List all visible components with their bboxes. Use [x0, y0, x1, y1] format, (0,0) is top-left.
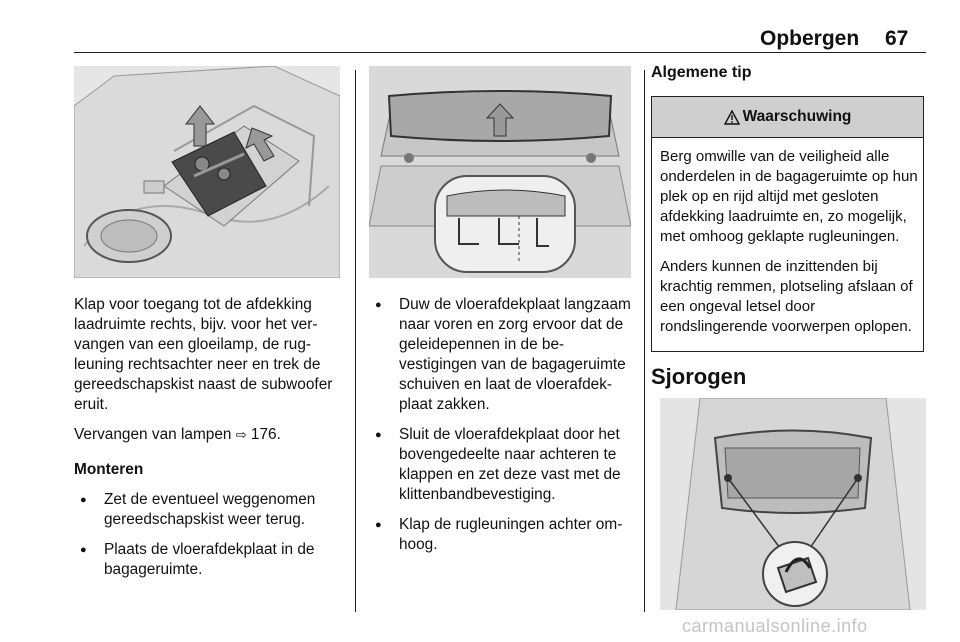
watermark: carmanualsonline.info: [682, 616, 868, 636]
tip-heading: Algemene tip: [651, 64, 752, 81]
figure-caption: Klap voor toegang tot de afdekking laadruimte rechts, bijv. voor het vervangen van een gloeilamp, de rugleuning rechtsachter neer en trek de gereedschapskist naast de subwoofer eruit.: [74, 296, 333, 413]
column-divider-left: [355, 70, 356, 612]
warning-paragraph: Berg omwille van de veiligheid alle onderdelen in de bagageruimte op hun plek op en rijd altijd met gesloten afdekking laadruimte en, zo mogelijk, met omhoog geklapte rugleuningen.: [660, 148, 918, 245]
list-item: ● Sluit de vloerafdekplaat door het bovengedeelte naar achteren te klappen en zet deze vast met de klittenbandbevestiging.: [369, 425, 633, 505]
warning-header: [652, 97, 923, 138]
warning-box: [651, 96, 924, 352]
warning-triangle-icon: [724, 110, 740, 125]
procedure-list: [369, 295, 633, 555]
mount-heading: Monteren: [74, 461, 144, 478]
column-divider-right: [644, 70, 645, 612]
list-item: ● Klap de rugleuningen achter omhoog.: [369, 515, 633, 555]
lamp-reference-page[interactable]: 176.: [250, 426, 281, 443]
section-title: Sjorogen: [651, 364, 747, 389]
lamp-reference: [74, 425, 340, 446]
page-reference-icon: ⇨: [235, 428, 247, 443]
lashing-eyes-illustration: [660, 398, 926, 610]
page-title: Opbergen: [760, 27, 860, 50]
list-item: ● Duw de vloerafdekplaat langzaam naar voren en zorg ervoor dat de geleidepennen in de bevestigingen van de bagageruimte schuiven en laat de vloerafdekplaat zakken.: [369, 295, 633, 415]
page-number: 67: [885, 27, 909, 50]
header-rule: [74, 52, 926, 53]
left-column: [74, 295, 340, 590]
warning-title: Waarschuwing: [742, 108, 852, 125]
mount-list: [74, 490, 340, 580]
lamp-reference-text: Vervangen van lampen: [74, 426, 232, 443]
middle-column: [369, 295, 633, 565]
floor-cover-illustration: [369, 66, 631, 278]
warning-paragraph: Anders kunnen de inzittenden bij krachtig remmen, plotseling afslaan of een ongeval letsel door rondslingerende voorwerpen oplopen.: [660, 258, 913, 335]
warning-body: [652, 138, 923, 337]
trunk-floor-illustration: [74, 66, 340, 278]
list-item: ● Zet de eventueel weggenomen gereedschapskist weer terug.: [74, 490, 340, 530]
list-item: ● Plaats de vloerafdekplaat in de bagageruimte.: [74, 540, 340, 580]
